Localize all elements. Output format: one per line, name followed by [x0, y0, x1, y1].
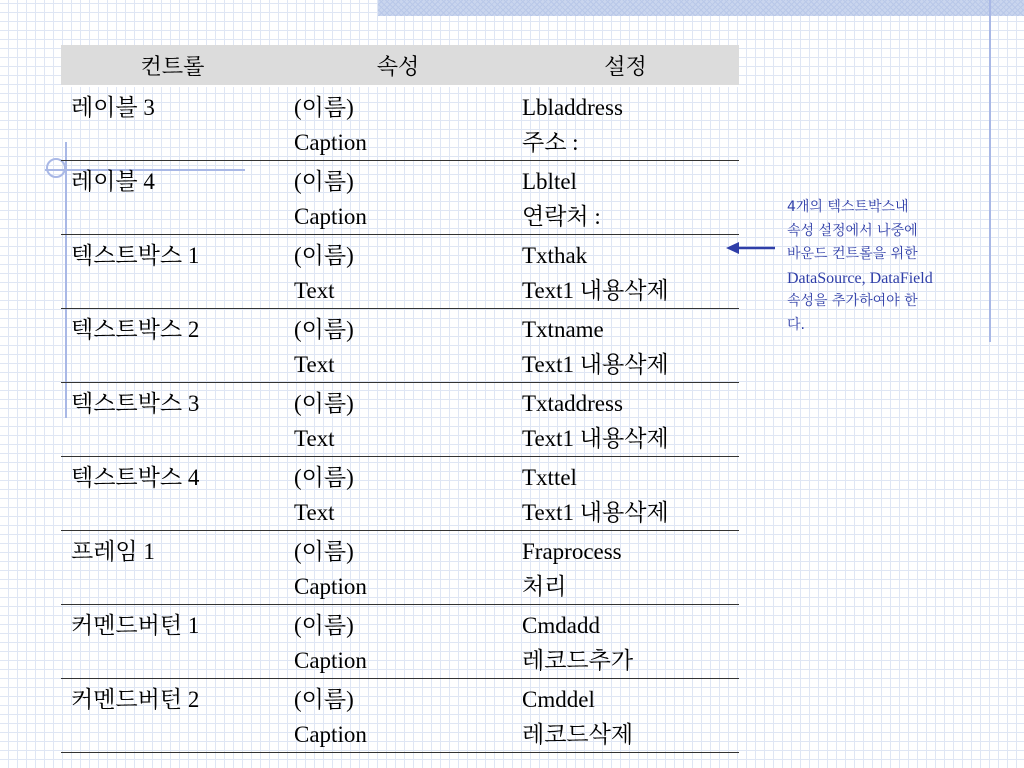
property-cell [284, 161, 512, 235]
setting-name-value: Txtaddress [522, 391, 623, 416]
setting-cell [512, 605, 739, 679]
table-row [61, 457, 739, 531]
control-name: 프레임 1 [71, 539, 155, 564]
setting-secondary-value: Text1 내용삭제 [522, 278, 669, 303]
setting-secondary-value: 레코드추가 [522, 648, 634, 673]
control-cell [61, 457, 284, 531]
property-cell [284, 86, 512, 161]
setting-name-value: Lbladdress [522, 95, 623, 120]
property-cell [284, 605, 512, 679]
control-name: 텍스트박스 3 [71, 391, 200, 416]
table-row [61, 161, 739, 235]
note-line-5: 속성을 추가하여야 한 [787, 293, 918, 309]
left-arrow-icon [726, 241, 776, 255]
control-name: 텍스트박스 2 [71, 317, 200, 342]
top-decorative-band [378, 0, 1024, 16]
control-cell [61, 383, 284, 457]
header-setting: 설정 [512, 45, 739, 86]
note-line-4: DataSource, DataField [787, 269, 933, 287]
property-cell [284, 383, 512, 457]
header-property: 속성 [284, 45, 512, 86]
property-name: (이름) [294, 317, 354, 342]
table-row [61, 679, 739, 753]
property-secondary: Caption [294, 648, 367, 673]
setting-cell [512, 531, 739, 605]
setting-name-value: Cmddel [522, 687, 595, 712]
table-row [61, 235, 739, 309]
property-name: (이름) [294, 391, 354, 416]
property-cell [284, 309, 512, 383]
setting-cell [512, 457, 739, 531]
property-secondary: Text [294, 426, 335, 451]
control-cell [61, 309, 284, 383]
setting-name-value: Fraprocess [522, 539, 622, 564]
control-cell [61, 86, 284, 161]
control-name: 텍스트박스 1 [71, 243, 200, 268]
property-name: (이름) [294, 613, 354, 638]
setting-secondary-value: Text1 내용삭제 [522, 500, 669, 525]
table-row [61, 86, 739, 161]
property-name: (이름) [294, 169, 354, 194]
setting-cell [512, 235, 739, 309]
note-line-1: 4개의 텍스트박스내 [787, 199, 909, 215]
setting-secondary-value: Text1 내용삭제 [522, 352, 669, 377]
setting-secondary-value: 연락처 : [522, 204, 601, 229]
property-secondary: Text [294, 278, 335, 303]
decorative-vertical-line-right [989, 0, 991, 342]
setting-name-value: Cmdadd [522, 613, 600, 638]
property-secondary: Caption [294, 130, 367, 155]
table-row [61, 383, 739, 457]
control-cell [61, 679, 284, 753]
control-name: 레이블 4 [71, 169, 155, 194]
header-control: 컨트롤 [61, 45, 284, 86]
setting-cell [512, 309, 739, 383]
table-row [61, 309, 739, 383]
property-settings-table [61, 45, 739, 753]
setting-cell [512, 679, 739, 753]
property-secondary: Caption [294, 574, 367, 599]
setting-name-value: Lbltel [522, 169, 577, 194]
note-line-3: 바운드 컨트롤을 위한 [787, 246, 918, 262]
table-row [61, 531, 739, 605]
control-cell [61, 605, 284, 679]
setting-cell [512, 86, 739, 161]
property-secondary: Caption [294, 204, 367, 229]
setting-name-value: Txthak [522, 243, 588, 268]
setting-secondary-value: 처리 [522, 574, 567, 599]
note-line-2: 속성 설정에서 나중에 [787, 222, 918, 239]
table-row [61, 605, 739, 679]
control-name: 커멘드버턴 1 [71, 613, 200, 638]
property-name: (이름) [294, 95, 354, 120]
property-secondary: Text [294, 352, 335, 377]
property-cell [284, 235, 512, 309]
control-name: 레이블 3 [71, 95, 155, 120]
setting-secondary-value: Text1 내용삭제 [522, 426, 669, 451]
note-line-6: 다. [787, 316, 805, 333]
setting-cell [512, 161, 739, 235]
property-cell [284, 457, 512, 531]
setting-secondary-value: 주소 : [522, 130, 579, 155]
table-header-row [61, 45, 739, 86]
control-cell [61, 235, 284, 309]
property-cell [284, 679, 512, 753]
setting-name-value: Txtname [522, 317, 604, 342]
property-name: (이름) [294, 687, 354, 712]
property-cell [284, 531, 512, 605]
setting-secondary-value: 레코드삭제 [522, 722, 634, 747]
property-secondary: Caption [294, 722, 367, 747]
control-name: 커멘드버턴 2 [71, 687, 200, 712]
annotation-note [787, 196, 987, 337]
property-secondary: Text [294, 500, 335, 525]
setting-name-value: Txttel [522, 465, 577, 490]
property-name: (이름) [294, 243, 354, 268]
setting-cell [512, 383, 739, 457]
control-cell [61, 161, 284, 235]
property-name: (이름) [294, 465, 354, 490]
control-cell [61, 531, 284, 605]
control-name: 텍스트박스 4 [71, 465, 200, 490]
property-name: (이름) [294, 539, 354, 564]
